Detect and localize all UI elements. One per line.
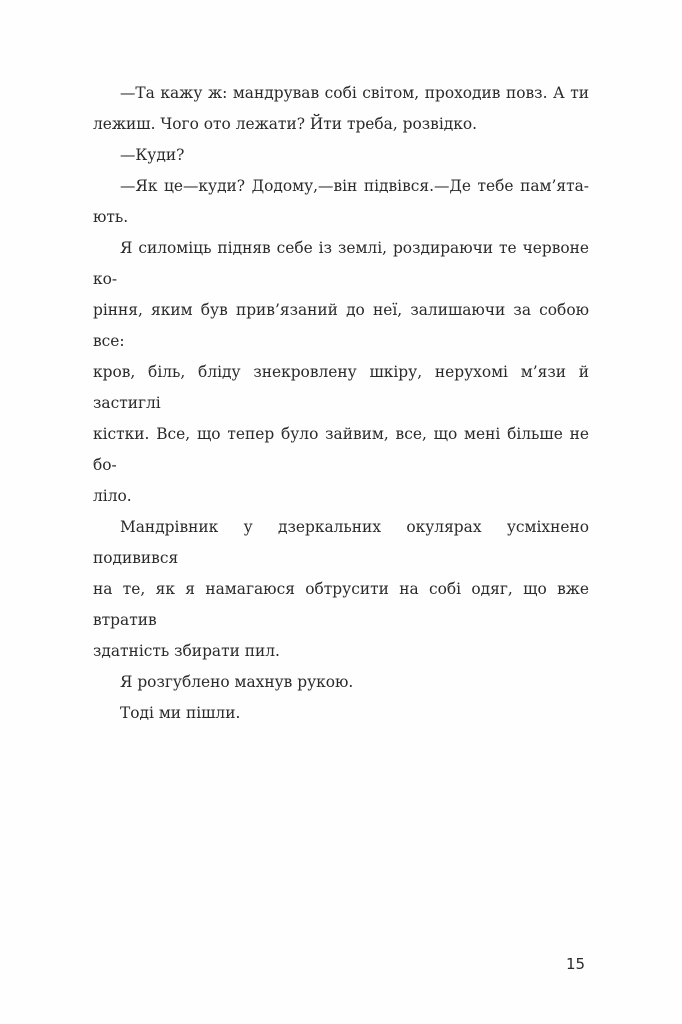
paragraph xyxy=(93,78,589,140)
paragraph xyxy=(93,667,589,698)
paragraph xyxy=(93,171,589,233)
text-line: ють. xyxy=(93,208,129,226)
text-line: здатність збирати пил. xyxy=(93,642,280,660)
text-line: Я силоміць підняв себе із землі, роздираючи те червоне ко- xyxy=(93,239,589,288)
text-line: —Як це—куди? Додому,—він підвівся.—Де тебе пам’ята- xyxy=(120,177,589,195)
text-line: лежиш. Чого ото лежати? Йти треба, розвідко. xyxy=(93,115,477,133)
text-line: —Куди? xyxy=(120,146,185,164)
page-number: 15 xyxy=(566,955,586,973)
text-line: ріння, яким був прив’язаний до неї, залишаючи за собою все: xyxy=(93,301,589,350)
text-line: на те, як я намагаюся обтрусити на собі одяг, що вже втратив xyxy=(93,580,589,629)
paragraph xyxy=(93,512,589,667)
text-line: Я розгублено махнув рукою. xyxy=(120,673,354,691)
paragraph xyxy=(93,140,589,171)
paragraph xyxy=(93,233,589,512)
body-text xyxy=(93,78,589,729)
text-line: кров, біль, бліду знекровлену шкіру, нерухомі м’язи й застиглі xyxy=(93,363,589,412)
text-line: кістки. Все, що тепер було зайвим, все, що мені більше не бо- xyxy=(93,425,589,474)
paragraph xyxy=(93,698,589,729)
text-line: ліло. xyxy=(93,487,132,505)
text-line: Тоді ми пішли. xyxy=(120,704,241,722)
text-line: —Та кажу ж: мандрував собі світом, проходив повз. А ти xyxy=(120,84,589,102)
text-line: Мандрівник у дзеркальних окулярах усміхнено подивився xyxy=(93,518,589,567)
